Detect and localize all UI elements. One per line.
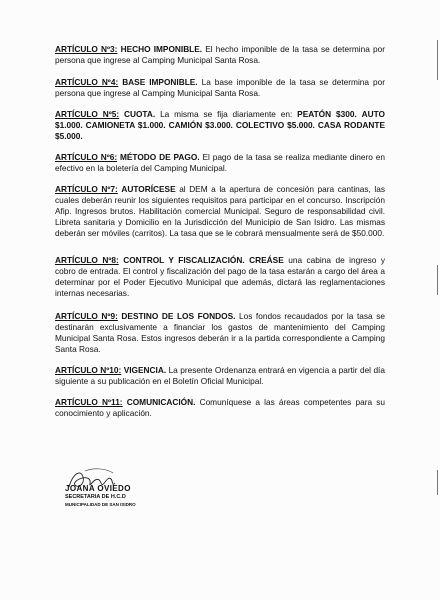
article-number: ARTÍCULO Nº6: [55,152,118,162]
article-heading: CUOTA. [124,109,156,119]
stamp-org: MUNICIPALIDAD DE SAN ISIDRO [65,502,136,507]
article-heading: DESTINO DE LOS FONDOS. [121,311,236,321]
article-number: ARTÍCULO Nº5: [55,109,120,119]
page-edge-mark [437,265,438,295]
article-body: El hecho imponible de la tasa se determina por persona que ingrese al Camping Municipal Santa Rosa. [55,44,385,65]
article-body: La presente Ordenanza entrará en vigencia a partir del día siguiente a su publicación en el Boletín Oficial Municipal. [55,365,385,386]
stamp-name: JOANA OVIEDO [65,484,131,493]
article-body: La misma se fija diariamente en: [160,109,293,119]
article-heading: MÉTODO DE PAGO. [119,152,200,162]
article-8 [55,255,385,299]
fee-colectivo: COLECTIVO $5.000. [235,120,315,130]
article-number: ARTÍCULO Nº10: [55,365,122,375]
article-9 [55,311,385,355]
article-11 [55,397,385,419]
article-4 [55,77,385,99]
article-6 [55,152,385,174]
article-heading: HECHO IMPONIBLE. [120,44,203,54]
page-edge-mark [437,40,438,80]
article-number: ARTÍCULO Nº9: [55,311,118,321]
page-edge-mark [437,470,438,495]
article-body: una cabina de ingreso y cobro de entrada. El control y fiscalización del pago de la tasa estarán a cargo del área a determinar por el Poder Ejecutivo Municipal que además, dictará las reglamentaciones internas necesarias. [55,255,386,298]
article-heading: CONTROL Y FISCALIZACIÓN. [123,255,245,265]
signature-stamp [55,467,175,511]
article-number: ARTÍCULO Nº4: [55,77,119,87]
fee-peaton: PEATÓN $300. [297,109,357,119]
article-body: La base imponible de la tasa se determina por persona que ingrese al Camping Municipal Santa Rosa. [55,77,385,98]
article-3 [55,44,385,66]
article-number: ARTÍCULO Nº3: [55,44,118,54]
stamp-role: SECRETARIA DE H.C.D [65,494,126,500]
article-number: ARTÍCULO Nº8: [55,255,119,265]
article-heading: COMUNICACIÓN. [126,397,196,407]
article-heading: AUTORÍCESE [121,184,176,194]
fee-casa-rodante: CASA RODANTE $5.000. [55,120,386,141]
article-bold-word: CREÁSE [249,255,284,265]
article-7 [55,184,385,239]
article-heading: VIGENCIA. [123,365,167,375]
article-number: ARTÍCULO Nº7: [55,184,118,194]
article-number: ARTÍCULO Nº11: [55,397,123,407]
article-body: al DEM a la apertura de concesión para cantinas, las cuales deberán reunir los siguientes requisitos para participar en el concurso. Inscripción Afip. Ingresos brutos. Habilitación comercial Municipal. Seguro de responsabilidad civil. Libreta sanitaria y Domicilio en la Jurisdicción del Municipio de San Isidro. Las mismas deberán ser móviles (carritos). La tasa que se le cobrará mensualmente será de $50.000. [55,184,386,238]
article-body: El pago de la tasa se realiza mediante dinero en efectivo en la boletería del Camping Municipal. [55,152,385,173]
article-body: Comuníquese a las áreas competentes para su conocimiento y aplicación. [55,397,385,418]
fee-auto: AUTO $1.000. [55,109,385,130]
fee-camion: CAMIÓN $3.000. [168,120,233,130]
article-5 [55,109,385,142]
fee-camioneta: CAMIONETA $1.000. [85,120,166,130]
article-body: Los fondos recaudados por la tasa se destinarán exclusivamente a financiar los gastos de mantenimiento del Camping Municipal Santa Rosa. Estos ingresos deberán ir a la partida correspondiente a Camping Santa Rosa. [55,311,385,354]
article-heading: BASE IMPONIBLE. [122,77,198,87]
article-10 [55,365,385,387]
